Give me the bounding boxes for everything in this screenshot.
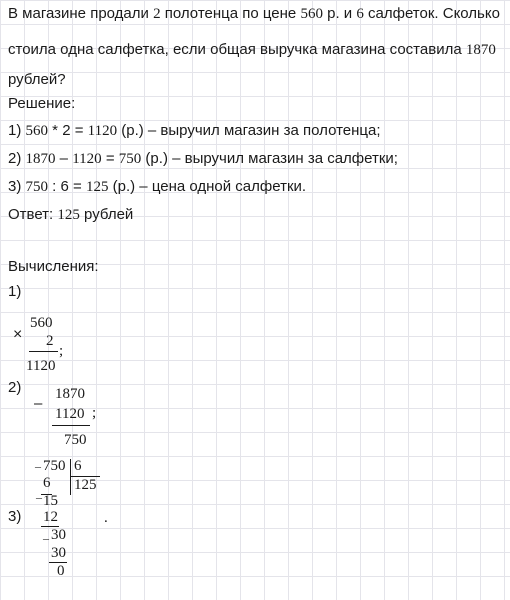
calc-3-label: 3)	[8, 508, 22, 525]
calc-3-division-bar	[70, 459, 71, 495]
problem-line-1: В магазине продали 2 полотенца по цене 560 р. и 6 салфеток. Сколько	[8, 5, 500, 22]
calc-3-minus-2: –	[36, 490, 42, 504]
calc-3-sub-1: 6	[43, 475, 51, 491]
solution-step-2: 2) 1870 – 1120 = 750 (р.) – выручил магазин за салфетки;	[8, 150, 398, 167]
calc-1-multiply-sign: ×	[13, 326, 23, 343]
calc-2-top: 1870	[55, 386, 85, 402]
calc-3-minus-1: –	[35, 459, 41, 473]
calc-2-result: 750	[64, 432, 87, 448]
calc-2-bottom: 1120	[55, 406, 85, 422]
problem-line-3: рублей?	[8, 71, 66, 88]
calc-heading: Вычисления:	[8, 258, 99, 275]
calc-3-period: .	[104, 510, 108, 526]
solution-step-1: 1) 560 * 2 = 1120 (р.) – выручил магазин за полотенца;	[8, 122, 381, 139]
calc-3-divisor: 6	[74, 458, 82, 474]
answer-line: Ответ: 125 рублей	[8, 206, 134, 223]
solution-step-3: 3) 750 : 6 = 125 (р.) – цена одной салфетки.	[8, 178, 307, 195]
calc-3-quotient: 125	[74, 477, 97, 493]
calc-1-top: 560	[30, 315, 53, 331]
calc-1-result: 1120	[26, 358, 56, 374]
calc-3-dividend: 750	[43, 458, 66, 474]
calc-3-rem-2: 30	[51, 527, 66, 543]
calc-3-sub-2: 12	[43, 509, 58, 525]
calc-3-minus-3: –	[43, 531, 49, 545]
problem-line-2: стоила одна салфетка, если общая выручка магазина составила 1870	[8, 41, 496, 58]
calc-2-minus-sign: –	[34, 395, 43, 412]
calc-1-semicolon: ;	[59, 343, 64, 359]
calc-3-rem-3: 0	[57, 563, 65, 579]
calc-2-semicolon: ;	[92, 405, 97, 421]
calc-1-line	[29, 351, 58, 352]
solution-heading: Решение:	[8, 95, 76, 112]
calc-1-label: 1)	[8, 283, 22, 300]
calc-2-line	[52, 425, 90, 426]
calc-2-label: 2)	[8, 379, 22, 396]
calc-1-bottom: 2	[46, 333, 54, 349]
calc-3-sub-3: 30	[51, 545, 66, 561]
calc-3-rem-1: 15	[43, 493, 58, 509]
